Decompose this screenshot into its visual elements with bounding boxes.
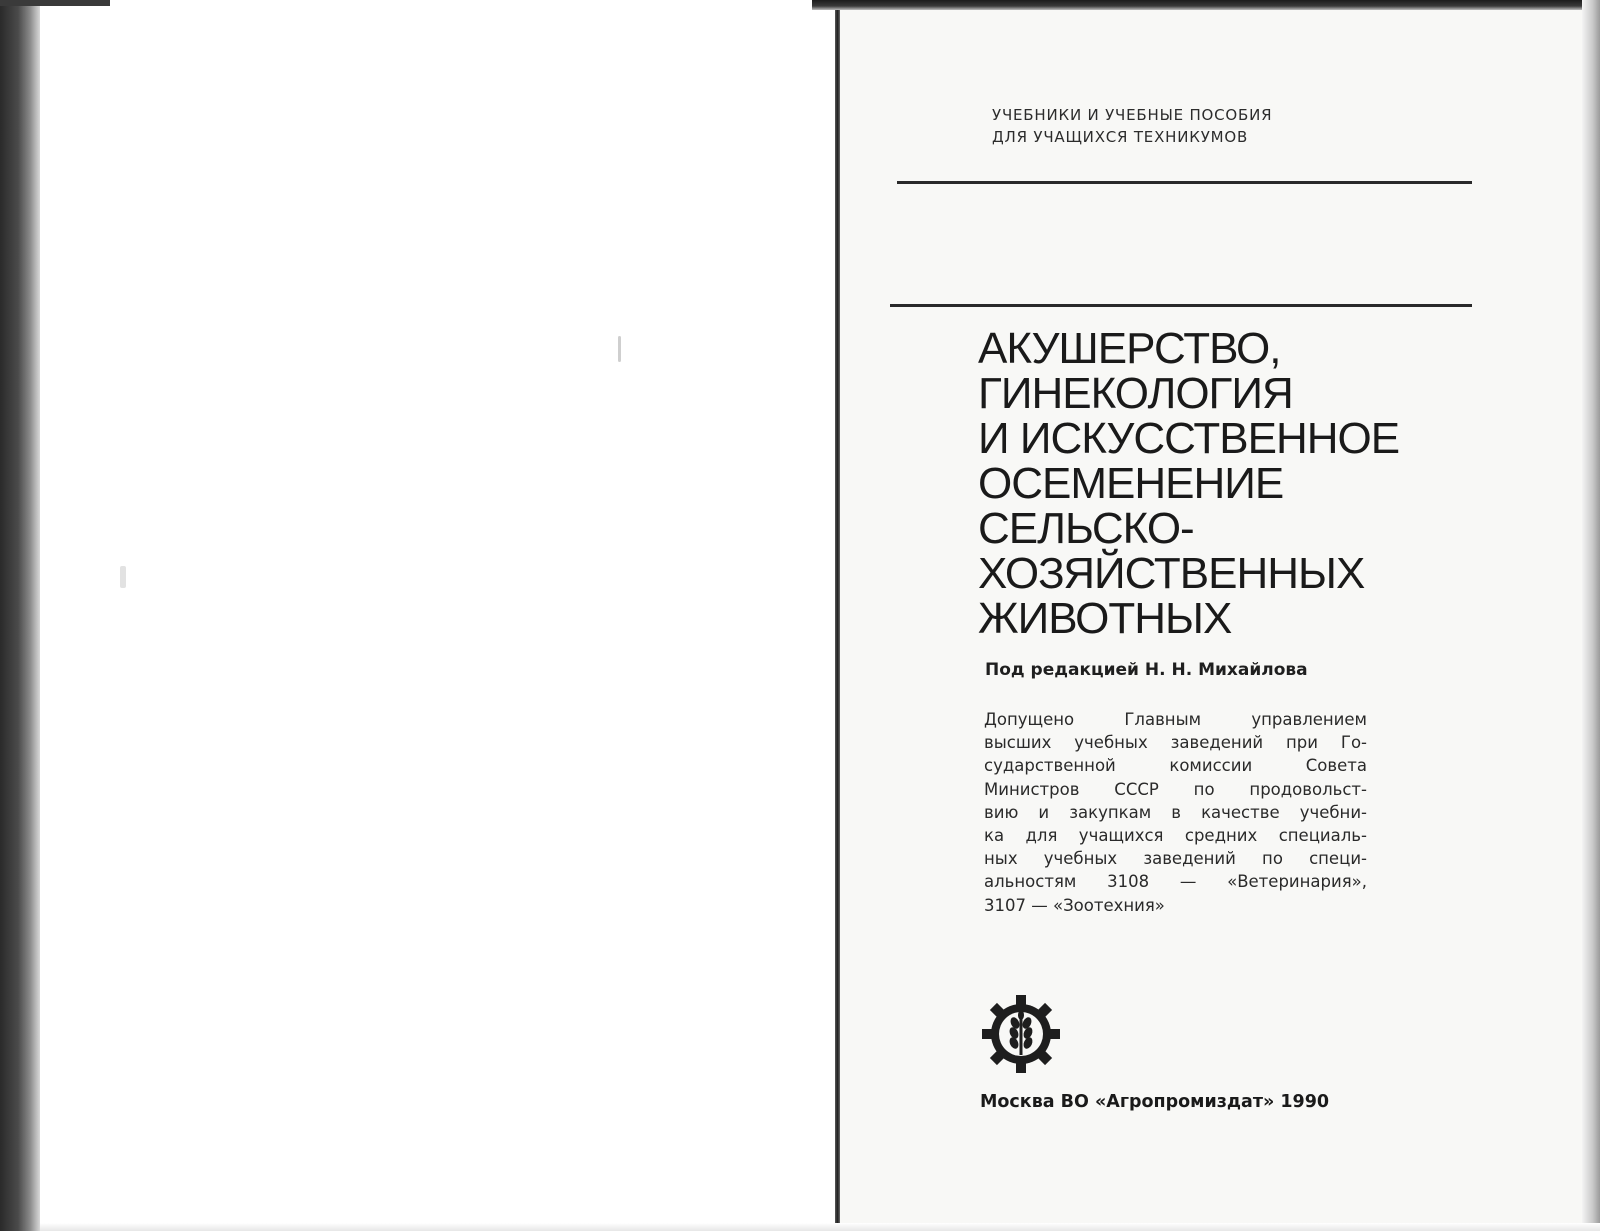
approval-line: ных учебных заведений по специ-	[984, 849, 1367, 869]
title-line: ГИНЕКОЛОГИЯ	[978, 369, 1293, 418]
title-line: ОСЕМЕНЕНИЕ	[978, 459, 1284, 508]
divider-rule	[897, 181, 1472, 184]
approval-line: высших учебных заведений при Го-	[984, 733, 1367, 753]
title-line: СЕЛЬСКО-	[978, 504, 1194, 553]
scan-edge-bottom	[40, 1223, 1600, 1231]
divider-rule	[890, 304, 1472, 307]
approval-line: альностям 3108 — «Ветеринария»,	[984, 872, 1367, 892]
book-title	[978, 326, 1399, 641]
series-line: УЧЕБНИКИ И УЧЕБНЫЕ ПОСОБИЯ	[992, 106, 1273, 124]
approval-line: Министров СССР по продовольст-	[984, 779, 1367, 799]
scan-edge-right	[1582, 0, 1600, 1231]
scan-speck	[120, 566, 126, 588]
publisher-emblem-icon	[980, 993, 1062, 1075]
approval-line: сударственной комиссии Совета	[984, 756, 1367, 776]
approval-statement	[984, 708, 1367, 917]
blank-left-page	[40, 6, 835, 1231]
series-heading	[992, 104, 1272, 148]
title-line: АКУШЕРСТВО,	[978, 324, 1281, 373]
gear-wheat-icon	[980, 993, 1062, 1075]
scan-edge-top	[812, 0, 1600, 10]
approval-line: вию и закупкам в качестве учебни-	[984, 802, 1367, 822]
scan-speck	[618, 336, 621, 362]
series-line: ДЛЯ УЧАЩИХСЯ ТЕХНИКУМОВ	[992, 128, 1249, 146]
scan-edge-left	[0, 0, 40, 1231]
editor-credit: Под редакцией Н. Н. Михайлова	[985, 660, 1308, 680]
publisher-imprint: Москва ВО «Агропромиздат» 1990	[980, 1092, 1330, 1112]
approval-line: ка для учащихся средних специаль-	[984, 826, 1367, 846]
approval-line: 3107 — «Зоотехния»	[984, 895, 1165, 915]
title-line: ЖИВОТНЫХ	[978, 594, 1232, 643]
title-line: ХОЗЯЙСТВЕННЫХ	[978, 549, 1365, 598]
title-line: И ИСКУССТВЕННОЕ	[978, 414, 1400, 463]
approval-line: Допущено Главным управлением	[984, 710, 1367, 729]
